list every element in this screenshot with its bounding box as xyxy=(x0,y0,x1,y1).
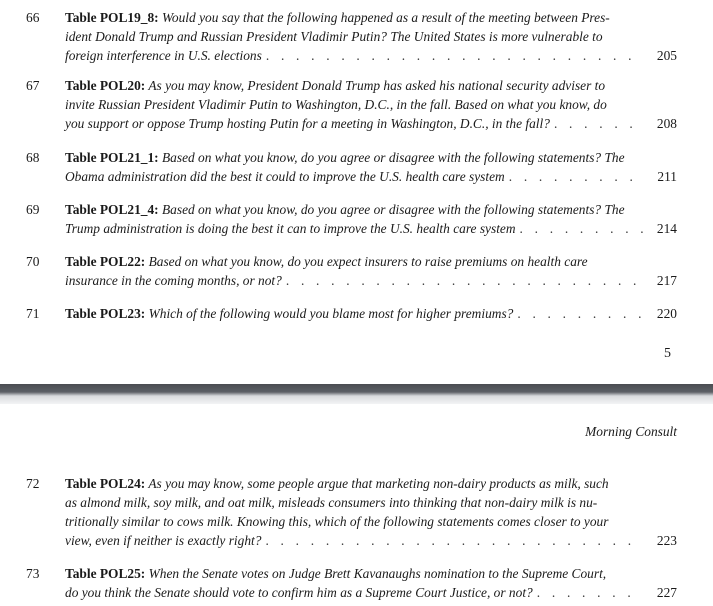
running-header: Morning Consult xyxy=(585,424,677,439)
dot-leader xyxy=(513,304,643,323)
entry-text: invite Russian President Vladimir Putin to Washington, D.C., in the fall. Based on what you know, do xyxy=(65,97,607,112)
entry-number: 73 xyxy=(26,566,40,581)
entry-body xyxy=(65,252,677,290)
entry-line xyxy=(65,95,677,114)
entry-number: 70 xyxy=(26,254,40,269)
page-ref: 223 xyxy=(656,533,677,548)
page-ref: 217 xyxy=(656,273,677,288)
table-label: Table POL25: xyxy=(65,566,146,581)
entry-line-wrap xyxy=(65,29,603,44)
page-ref: 214 xyxy=(656,221,677,236)
entry-text: When the Senate votes on Judge Brett Kavanaughs nomination to the Supreme Court, xyxy=(148,566,607,581)
entry-body xyxy=(65,8,677,65)
entry-line xyxy=(65,583,677,602)
page-ref: 220 xyxy=(656,306,677,321)
entry-number: 69 xyxy=(26,202,40,217)
page-number: 5 xyxy=(664,346,671,361)
entry-line xyxy=(65,114,677,133)
entry-number: 71 xyxy=(26,306,40,321)
entry-text: tritionally similar to cows milk. Knowing this, which of the following statements comes closer to your xyxy=(65,514,609,529)
page-ref: 211 xyxy=(657,169,677,184)
dot-leader xyxy=(262,46,643,65)
entry-body xyxy=(65,474,677,550)
dot-leader xyxy=(282,271,643,290)
table-label: Table POL21_1: xyxy=(65,150,159,165)
entry-line xyxy=(65,564,677,583)
entry-line-wrap xyxy=(65,150,625,165)
entry-text: ident Donald Trump and Russian President Vladimir Putin? The United States is more vulnerable to xyxy=(65,29,603,44)
entry-line-wrap xyxy=(65,304,513,323)
entry-line xyxy=(65,531,677,550)
entry-line-wrap xyxy=(65,531,261,550)
entry-line xyxy=(65,76,677,95)
entry-line-wrap xyxy=(65,114,550,133)
entry-line xyxy=(65,27,677,46)
entry-text: insurance in the coming months, or not? xyxy=(65,273,282,288)
entry-body xyxy=(65,564,677,602)
entry-body xyxy=(65,304,677,323)
entry-line xyxy=(65,200,677,219)
entry-line xyxy=(65,219,677,238)
entry-body xyxy=(65,148,677,186)
entry-line xyxy=(65,167,677,186)
page-ref: 227 xyxy=(656,585,677,600)
dot-leader xyxy=(516,219,643,238)
entry-line-wrap xyxy=(65,566,606,581)
dot-leader xyxy=(550,114,643,133)
entry-line xyxy=(65,493,677,512)
entry-line xyxy=(65,46,677,65)
entry-line-wrap xyxy=(65,476,609,491)
entry-body xyxy=(65,200,677,238)
table-label: Table POL24: xyxy=(65,476,146,491)
entry-line-wrap xyxy=(65,495,597,510)
entry-line xyxy=(65,512,677,531)
entry-number: 67 xyxy=(26,78,40,93)
entry-line xyxy=(65,252,677,271)
table-label: Table POL22: xyxy=(65,254,146,269)
entry-text: view, even if neither is exactly right? xyxy=(65,533,262,548)
entry-text: Trump administration is doing the best it can to improve the U.S. health care system xyxy=(65,221,516,236)
page-divider xyxy=(0,384,713,404)
entry-line xyxy=(65,304,677,323)
entry-line-wrap xyxy=(65,167,505,186)
entry-text: do you think the Senate should vote to confirm him as a Supreme Court Justice, or not? xyxy=(65,585,533,600)
entry-text: Obama administration did the best it could to improve the U.S. health care system xyxy=(65,169,505,184)
entry-text: as almond milk, soy milk, and oat milk, misleads consumers into thinking that non-dairy milk is nu- xyxy=(65,495,598,510)
entry-text: As you may know, some people argue that marketing non-dairy products as milk, such xyxy=(148,476,609,491)
entry-line-wrap xyxy=(65,202,625,217)
entry-text: As you may know, President Donald Trump has asked his national security adviser to xyxy=(148,78,606,93)
entry-text: Based on what you know, do you agree or disagree with the following statements? The xyxy=(161,150,625,165)
entry-line-wrap xyxy=(65,271,282,290)
entry-line-wrap xyxy=(65,46,262,65)
entry-line-wrap xyxy=(65,10,610,25)
entry-line xyxy=(65,8,677,27)
page-ref: 205 xyxy=(656,48,677,63)
entry-number: 66 xyxy=(26,10,40,25)
entry-text: Would you say that the following happened as a result of the meeting between Pres- xyxy=(161,10,610,25)
entry-body xyxy=(65,76,677,133)
entry-line-wrap xyxy=(65,97,607,112)
entry-line-wrap xyxy=(65,514,608,529)
table-label: Table POL23: xyxy=(65,306,146,321)
entry-line xyxy=(65,474,677,493)
dot-leader xyxy=(261,531,643,550)
entry-line-wrap xyxy=(65,583,533,602)
dot-leader xyxy=(505,167,643,186)
entry-number: 68 xyxy=(26,150,40,165)
entry-number: 72 xyxy=(26,476,40,491)
entry-text: Which of the following would you blame most for higher premiums? xyxy=(148,306,514,321)
entry-line xyxy=(65,271,677,290)
entry-text: Based on what you know, do you expect insurers to raise premiums on health care xyxy=(148,254,588,269)
page-ref: 208 xyxy=(656,116,677,131)
table-label: Table POL21_4: xyxy=(65,202,159,217)
dot-leader xyxy=(533,583,643,602)
entry-line-wrap xyxy=(65,78,605,93)
table-label: Table POL19_8: xyxy=(65,10,159,25)
entry-text: Based on what you know, do you agree or disagree with the following statements? The xyxy=(161,202,625,217)
entry-text: foreign interference in U.S. elections xyxy=(65,48,262,63)
entry-line-wrap xyxy=(65,254,588,269)
entry-text: you support or oppose Trump hosting Putin for a meeting in Washington, D.C., in the fall? xyxy=(65,116,550,131)
table-label: Table POL20: xyxy=(65,78,146,93)
entry-line xyxy=(65,148,677,167)
entry-line-wrap xyxy=(65,219,516,238)
